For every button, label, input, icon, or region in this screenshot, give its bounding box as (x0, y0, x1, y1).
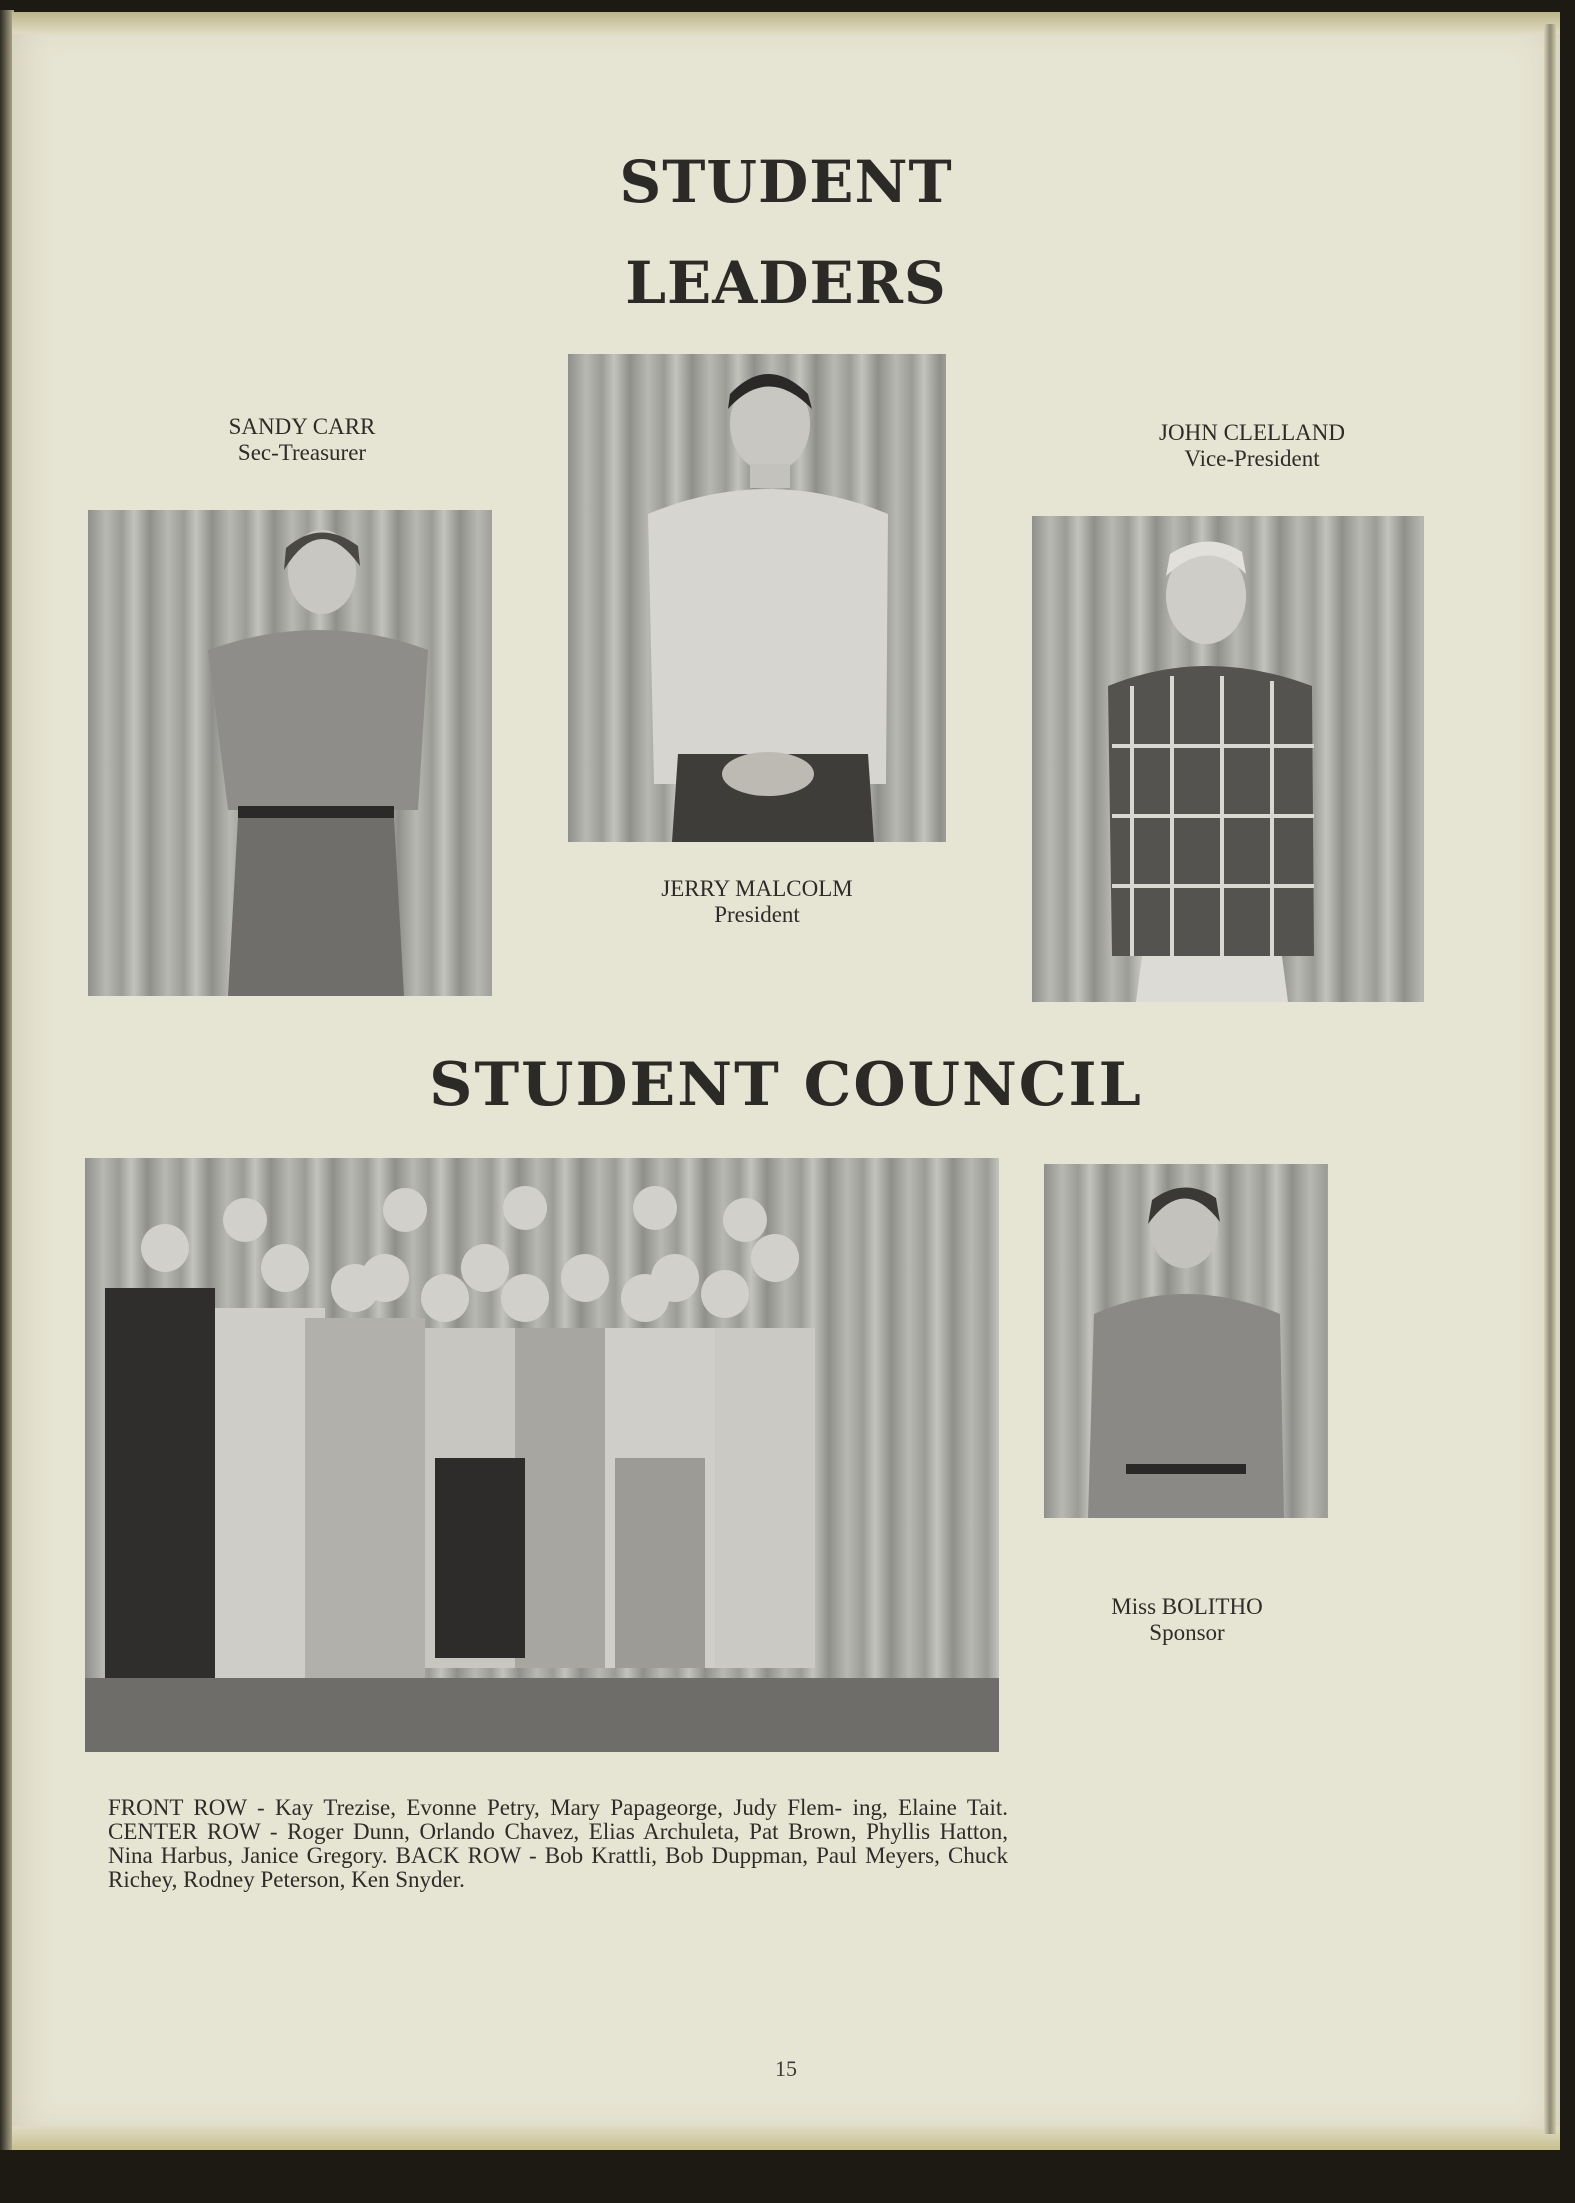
caption-sandy-carr (132, 414, 472, 466)
photo-sandy-carr (88, 510, 492, 996)
yearbook-page (12, 14, 1560, 2144)
photo-student-council-group (85, 1158, 999, 1752)
leader-name: JERRY MALCOLM (661, 876, 853, 901)
page-title-line-2: LEADERS (625, 249, 947, 317)
group-photo-caption: FRONT ROW - Kay Trezise, Evonne Petry, Mary Papageorge, Judy Flem- ing, Elaine Tait. CENTER ROW - Roger Dunn, Orlando Chavez, Elias Archuleta, Pat Brown, Phyllis Hatton, Nina Harbus, Janice Gregory. BACK ROW - Bob Krattli, Bob Duppman, Paul Meyers, Chuck Richey, Rodney Peterson, Ken Snyder. (108, 1795, 1008, 1892)
leader-role: President (714, 902, 800, 927)
caption-jerry-malcolm (587, 876, 927, 928)
photo-jerry-malcolm (568, 354, 946, 842)
leader-role: Sec-Treasurer (237, 440, 367, 465)
leader-name: JOHN CLELLAND (1159, 420, 1345, 445)
page-title-line-1: STUDENT (619, 148, 953, 216)
page-right-edge (1544, 24, 1556, 2134)
section-title-student-council: STUDENT COUNCIL (429, 1050, 1143, 1120)
caption-john-clelland (1082, 420, 1422, 472)
leader-role: Vice-President (1184, 446, 1320, 471)
leader-name: SANDY CARR (228, 414, 376, 439)
photo-miss-bolitho (1044, 1164, 1328, 1518)
page-bottom-edge (12, 2126, 1560, 2150)
page-number: 15 (775, 2056, 797, 2081)
photo-john-clelland (1032, 516, 1424, 1002)
sponsor-role: Sponsor (1149, 1620, 1225, 1645)
caption-miss-bolitho (1042, 1594, 1332, 1646)
page-top-edge (12, 12, 1560, 34)
sponsor-name: Miss BOLITHO (1111, 1594, 1263, 1619)
